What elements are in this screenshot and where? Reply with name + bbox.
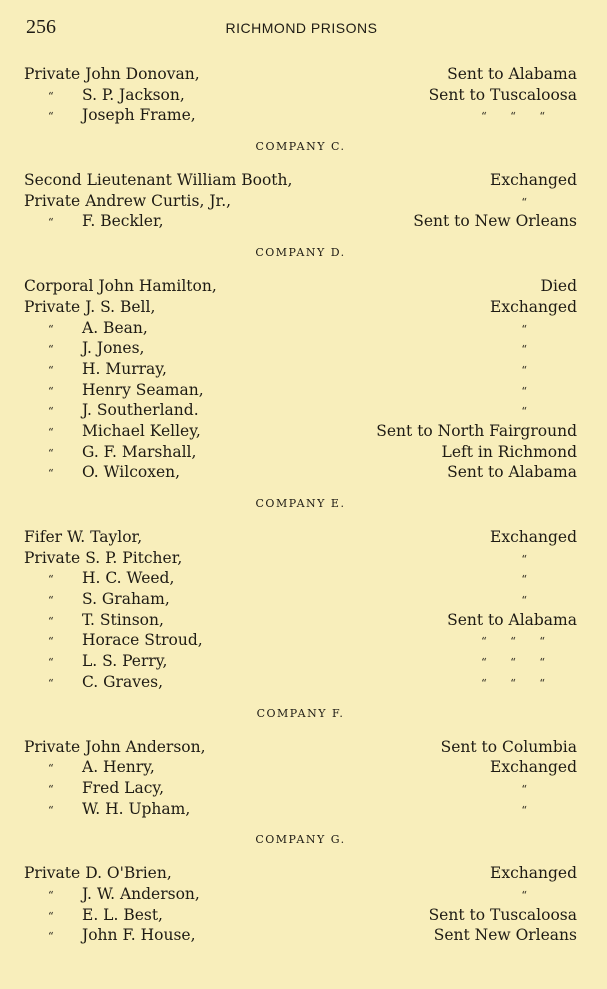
soldier-name: H. C. Weed,: [82, 569, 175, 588]
soldier-name: O. Wilcoxen,: [82, 463, 181, 482]
soldier-name: John F. House,: [82, 926, 196, 945]
roster-name-cell: [24, 170, 292, 191]
status-text: Sent to Columbia: [440, 737, 577, 756]
rank-label: Corporal: [24, 277, 94, 296]
status-text: Exchanged: [490, 297, 577, 316]
soldier-name: John Anderson,: [85, 737, 206, 756]
status-text: Sent to Alabama: [447, 65, 577, 83]
status-text: Sent New Orleans: [433, 926, 577, 945]
status-text: Sent to Alabama: [447, 463, 577, 482]
roster-name-cell: [24, 630, 203, 653]
rank-label: Private: [24, 864, 81, 883]
ditto-mark: “: [48, 216, 54, 230]
soldier-name: C. Graves,: [82, 672, 164, 691]
ditto-mark: “: [48, 322, 54, 336]
roster-name-cell: [24, 672, 163, 695]
soldier-name: D. O'Brien,: [85, 864, 172, 883]
roster-row: [24, 191, 577, 212]
roster-row: [24, 884, 577, 905]
ditto-mark: “: [48, 782, 54, 796]
ditto-mark: “: [48, 446, 54, 460]
roster-name-cell: [24, 589, 170, 612]
company-heading: COMPANY F.: [256, 706, 345, 720]
roster-name-cell: [24, 276, 217, 297]
roster-row: [24, 170, 577, 191]
soldier-name: F. Beckler,: [82, 212, 164, 231]
ditto-mark: “: [48, 384, 54, 398]
company-heading: COMPANY C.: [255, 140, 346, 154]
roster-row: [24, 211, 577, 232]
ditto-mark: “: [48, 363, 54, 377]
soldier-name: J. Jones,: [82, 339, 145, 358]
roster-content: [24, 64, 577, 946]
soldier-name: W. H. Upham,: [82, 799, 191, 818]
status-text: Left in Richmond: [441, 442, 577, 461]
roster-row: [24, 359, 577, 380]
ditto-mark: “: [48, 425, 54, 439]
roster-name-cell: [24, 737, 206, 758]
ditto-mark: “: [48, 762, 54, 776]
roster-row: [24, 778, 577, 799]
roster-name-cell: [24, 462, 180, 485]
roster-row: [24, 105, 577, 126]
roster-name-cell: [24, 757, 155, 780]
roster-name-cell: [24, 651, 167, 674]
soldier-name: S. Graham,: [82, 590, 170, 609]
roster-row: [24, 64, 577, 85]
roster-name-cell: [24, 799, 190, 822]
roster-row: [24, 421, 577, 442]
soldier-name: William Booth,: [176, 171, 293, 190]
soldier-name: G. F. Marshall,: [82, 442, 197, 461]
status-ditto-mark: “: [521, 803, 527, 817]
soldier-name: J. Southerland.: [82, 401, 199, 420]
ditto-mark: “: [48, 930, 54, 944]
soldier-name: John Hamilton,: [98, 277, 217, 296]
roster-row: [24, 737, 577, 758]
ditto-mark: “: [48, 803, 54, 817]
roster-row: [24, 85, 577, 106]
status-text: Exchanged: [490, 758, 577, 777]
ditto-mark: “: [48, 594, 54, 608]
status-ditto-mark: “: [521, 195, 527, 209]
status-ditto-mark: “: [521, 322, 527, 336]
roster-row: [24, 318, 577, 339]
roster-name-cell: [24, 211, 164, 234]
status-text: Sent to North Fairground: [376, 421, 577, 440]
roster-name-cell: [24, 338, 144, 361]
status-ditto-mark: “: [521, 384, 527, 398]
rank-label: Private: [24, 548, 81, 567]
soldier-name: T. Stinson,: [82, 610, 164, 629]
status-ditto-mark: “ “ “: [481, 635, 555, 649]
running-title: RICHMOND PRISONS: [225, 20, 378, 36]
roster-row: [24, 442, 577, 463]
roster-row: [24, 400, 577, 421]
ditto-mark: “: [48, 467, 54, 481]
company-heading: COMPANY E.: [255, 497, 346, 510]
ditto-mark: “: [48, 89, 54, 103]
roster-name-cell: [24, 863, 172, 884]
roster-row: [24, 905, 577, 926]
ditto-mark: “: [48, 405, 54, 419]
status-text: Exchanged: [490, 864, 577, 883]
roster-name-cell: [24, 527, 142, 548]
rank-label: Fifer: [24, 528, 63, 546]
roster-name-cell: [24, 905, 163, 928]
soldier-name: A. Bean,: [82, 318, 148, 337]
roster-name-cell: [24, 442, 196, 465]
roster-row: [24, 610, 577, 631]
soldier-name: S. P. Pitcher,: [85, 548, 183, 567]
roster-name-cell: [24, 421, 201, 444]
roster-row: [24, 925, 577, 946]
status-ditto-mark: “: [521, 363, 527, 377]
rank-label: Private: [24, 65, 81, 83]
roster-name-cell: [24, 568, 174, 591]
roster-row: [24, 757, 577, 778]
ditto-mark: “: [48, 635, 54, 649]
ditto-mark: “: [48, 888, 54, 902]
roster-row: [24, 651, 577, 672]
roster-row: [24, 548, 577, 569]
soldier-name: Horace Stroud,: [82, 631, 203, 650]
roster-name-cell: [24, 85, 185, 108]
status-ditto-mark: “ “ “: [481, 676, 555, 690]
soldier-name: Andrew Curtis, Jr.,: [85, 191, 232, 210]
soldier-name: E. L. Best,: [82, 905, 163, 924]
status-text: Exchanged: [490, 528, 577, 546]
roster-name-cell: [24, 359, 167, 382]
roster-row: [24, 527, 577, 548]
status-ditto-mark: “: [521, 405, 527, 419]
roster-row: [24, 276, 577, 297]
company-heading: COMPANY G.: [255, 833, 346, 847]
roster-row: [24, 338, 577, 359]
ditto-mark: “: [48, 343, 54, 357]
status-ditto-mark: “ “ “: [481, 110, 555, 124]
roster-name-cell: [24, 191, 231, 212]
rank-label: Private: [24, 191, 81, 210]
soldier-name: S. P. Jackson,: [82, 85, 185, 104]
soldier-name: H. Murray,: [82, 359, 167, 378]
status-text: Sent to New Orleans: [413, 212, 577, 231]
roster-row: [24, 462, 577, 483]
ditto-mark: “: [48, 614, 54, 628]
soldier-name: Joseph Frame,: [82, 106, 196, 125]
roster-name-cell: [24, 610, 164, 633]
ditto-mark: “: [48, 656, 54, 670]
status-ditto-mark: “: [521, 573, 527, 587]
roster-name-cell: [24, 380, 204, 403]
status-ditto-mark: “: [521, 782, 527, 796]
page-header: [26, 16, 577, 40]
roster-row: [24, 380, 577, 401]
ditto-mark: “: [48, 909, 54, 923]
soldier-name: John Donovan,: [85, 65, 200, 83]
roster-name-cell: [24, 778, 164, 801]
soldier-name: Henry Seaman,: [82, 380, 204, 399]
roster-name-cell: [24, 64, 200, 85]
status-ditto-mark: “: [521, 552, 527, 566]
status-text: Died: [540, 277, 577, 296]
soldier-name: A. Henry,: [82, 758, 155, 777]
status-text: Sent to Tuscaloosa: [428, 85, 577, 104]
roster-row: [24, 799, 577, 820]
soldier-name: Fred Lacy,: [82, 778, 165, 797]
roster-name-cell: [24, 548, 182, 569]
roster-row: [24, 297, 577, 318]
soldier-name: W. Taylor,: [67, 528, 143, 546]
rank-label: Private: [24, 297, 81, 316]
roster-name-cell: [24, 925, 196, 948]
ditto-mark: “: [48, 110, 54, 124]
roster-name-cell: [24, 297, 155, 318]
soldier-name: Michael Kelley,: [82, 421, 201, 440]
soldier-name: J. W. Anderson,: [82, 884, 200, 903]
status-ditto-mark: “: [521, 888, 527, 902]
rank-label: Second Lieutenant: [24, 171, 172, 190]
ditto-mark: “: [48, 676, 54, 690]
roster-row: [24, 863, 577, 884]
roster-row: [24, 630, 577, 651]
page-number: 256: [26, 16, 56, 38]
roster-name-cell: [24, 318, 148, 341]
status-ditto-mark: “: [521, 594, 527, 608]
status-text: Exchanged: [490, 171, 577, 190]
soldier-name: L. S. Perry,: [82, 652, 168, 671]
roster-name-cell: [24, 105, 196, 128]
company-heading: COMPANY D.: [255, 246, 346, 260]
status-ditto-mark: “: [521, 343, 527, 357]
roster-name-cell: [24, 884, 200, 907]
status-text: Sent to Alabama: [447, 610, 577, 629]
roster-row: [24, 672, 577, 693]
soldier-name: J. S. Bell,: [85, 297, 156, 316]
ditto-mark: “: [48, 573, 54, 587]
status-text: Sent to Tuscaloosa: [428, 905, 577, 924]
roster-name-cell: [24, 400, 199, 423]
rank-label: Private: [24, 737, 81, 756]
roster-row: [24, 568, 577, 589]
status-ditto-mark: “ “ “: [481, 656, 555, 670]
roster-row: [24, 589, 577, 610]
